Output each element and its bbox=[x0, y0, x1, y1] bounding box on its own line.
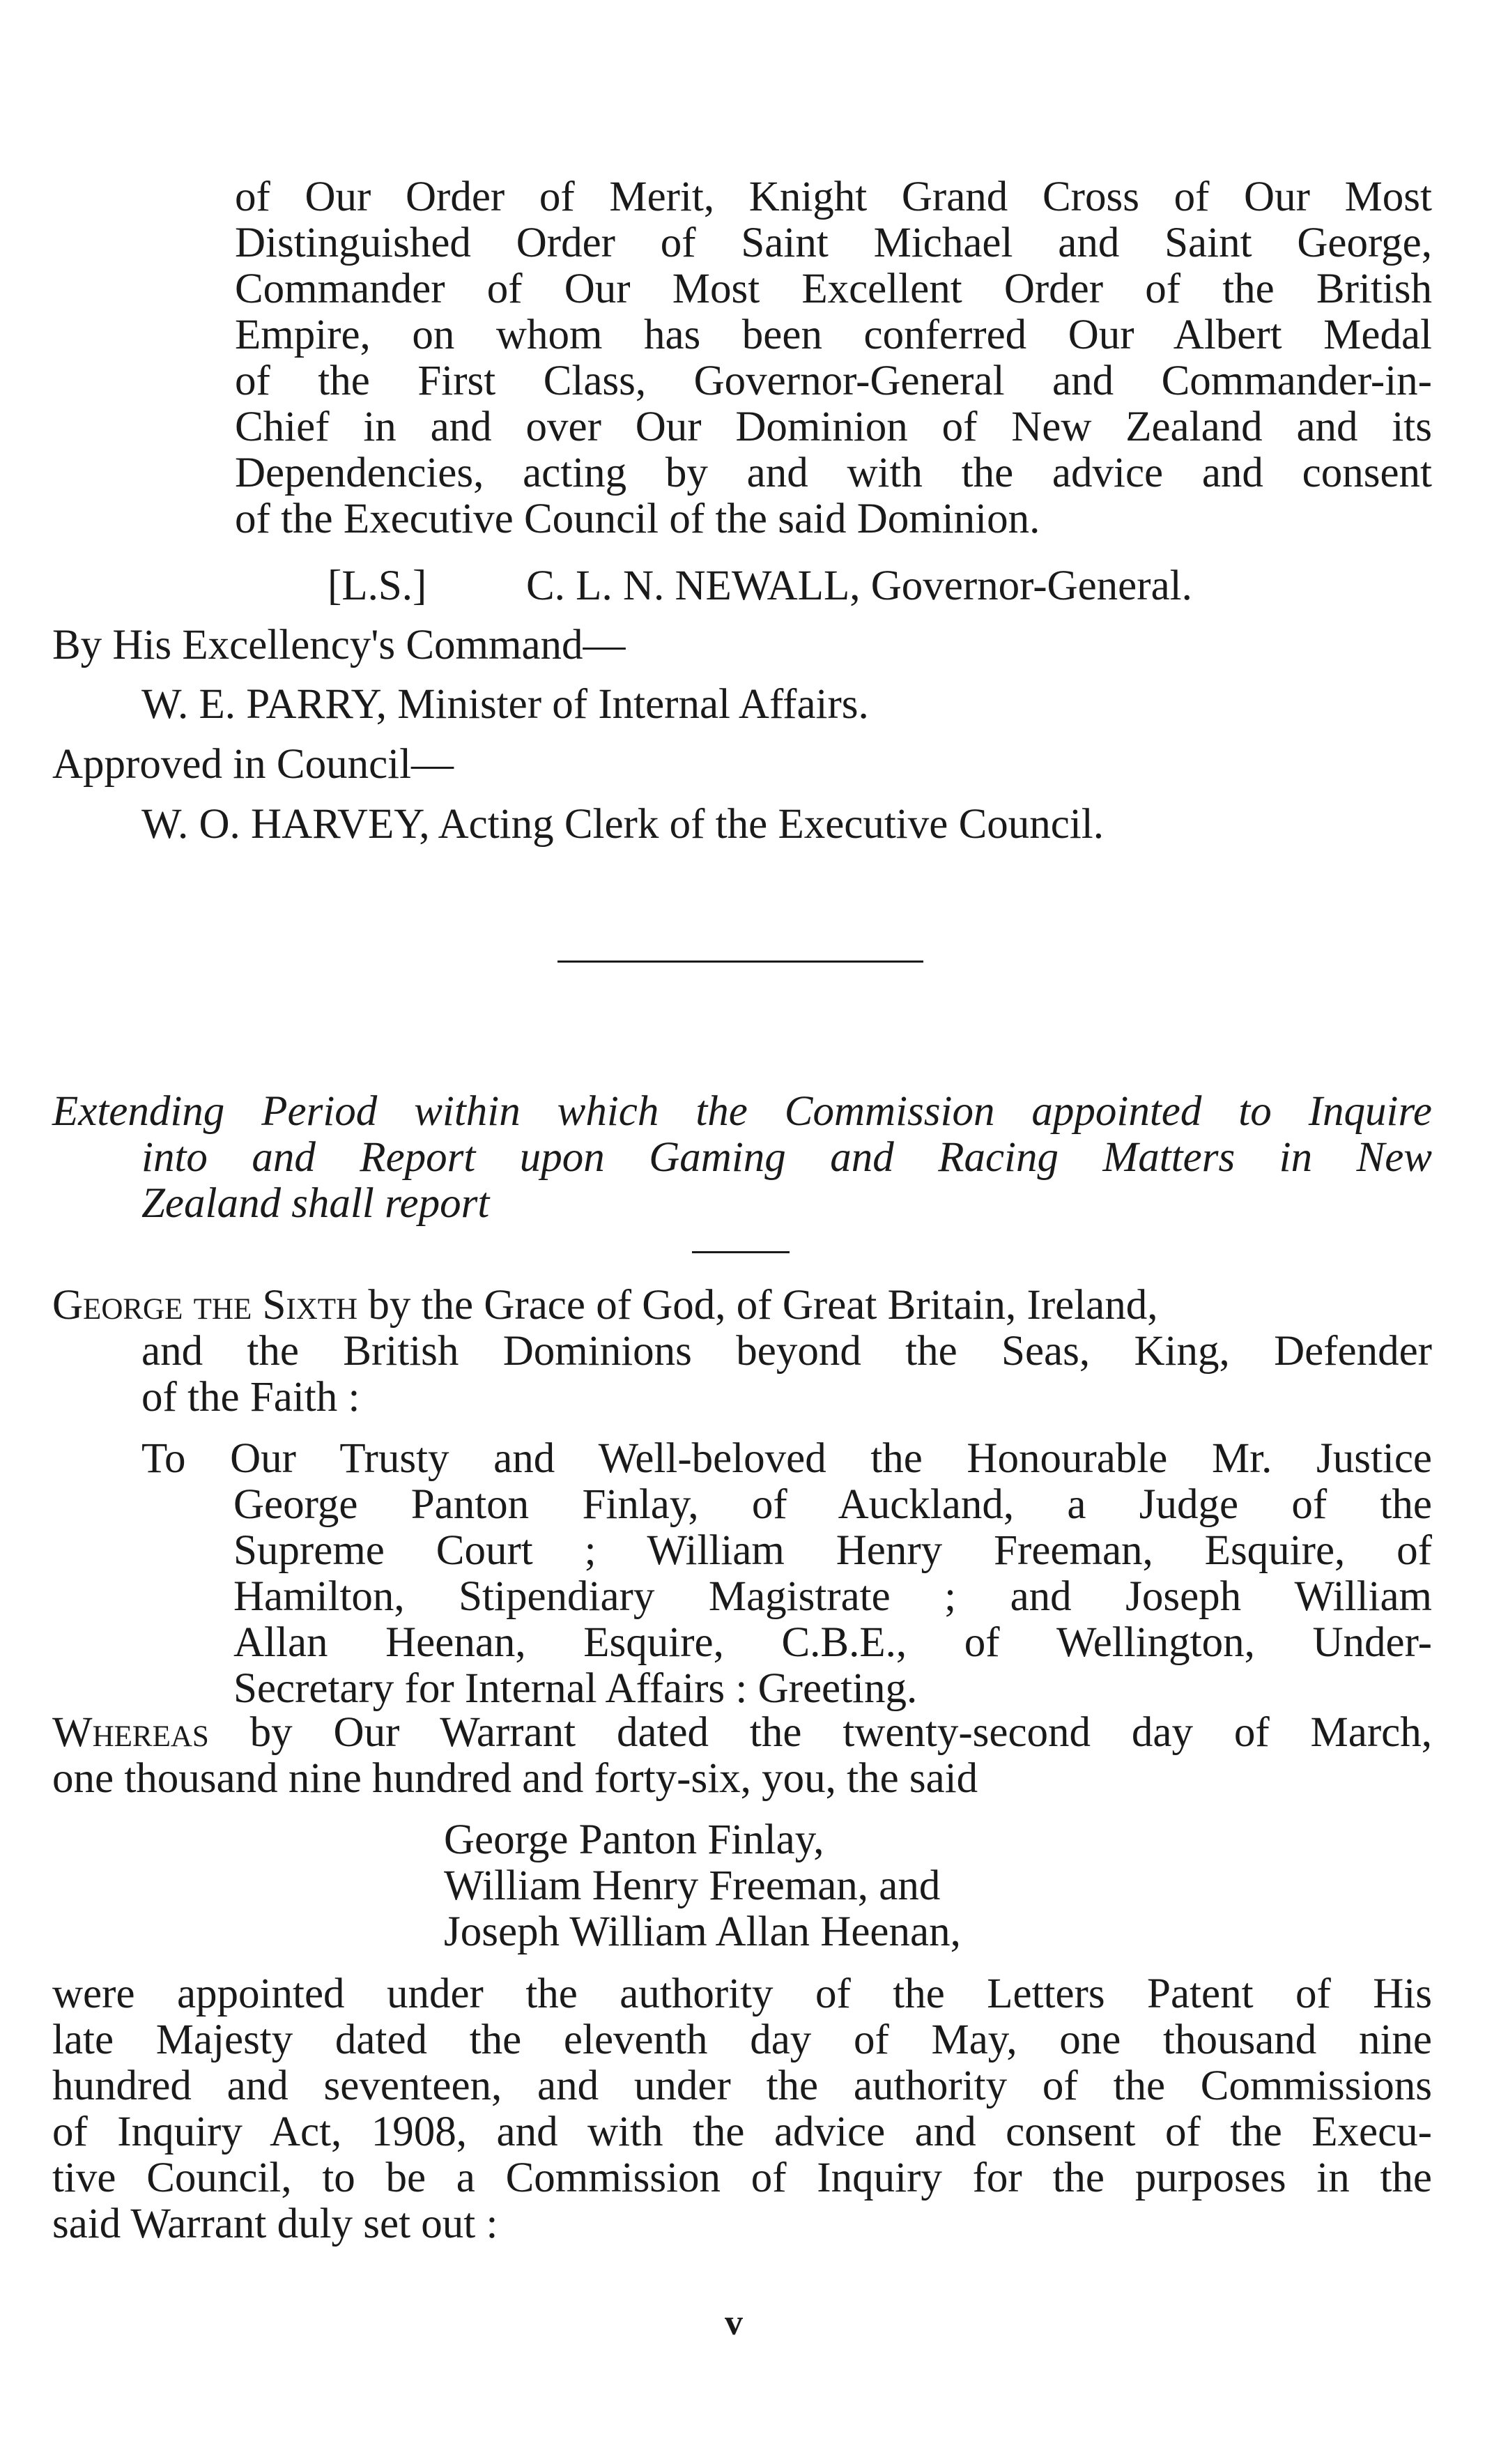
body-line: Chief in and over Our Dominion of New Zealand and its bbox=[235, 404, 1432, 450]
minister-signature: W. E. PARRY, Minister of Internal Affairs. bbox=[141, 681, 869, 728]
body-line: of the First Class, Governor-General and Commander-in- bbox=[235, 358, 1432, 404]
closing-line: were appointed under the authority of the Letters Patent of His bbox=[52, 1971, 1432, 2017]
closing-line: of Inquiry Act, 1908, and with the advice and consent of the Execu- bbox=[52, 2109, 1432, 2155]
clerk-signature: W. O. HARVEY, Acting Clerk of the Executive Council. bbox=[141, 801, 1104, 848]
commissioner-name: William Henry Freeman, and bbox=[444, 1862, 941, 1909]
approved-line: Approved in Council— bbox=[52, 741, 454, 788]
section-heading-line: into and Report upon Gaming and Racing Matters in New bbox=[141, 1134, 1432, 1181]
address-line: Hamilton, Stipendiary Magistrate ; and Joseph William bbox=[233, 1573, 1432, 1620]
whereas-text: by Our Warrant dated the twenty-second day of March, bbox=[208, 1709, 1432, 1756]
whereas-line: one thousand nine hundred and forty-six, you, the said bbox=[52, 1755, 978, 1802]
preamble-line bbox=[52, 1283, 1157, 1329]
address-line: Supreme Court ; William Henry Freeman, Esquire, of bbox=[233, 1527, 1432, 1574]
page-number: v bbox=[725, 2303, 743, 2343]
preamble-text: by the Grace of God, of Great Britain, Ireland, bbox=[357, 1282, 1158, 1329]
body-line: of the Executive Council of the said Dominion. bbox=[235, 496, 1040, 542]
preamble-line: and the British Dominions beyond the Seas, King, Defender bbox=[141, 1328, 1432, 1375]
preamble-line: of the Faith : bbox=[141, 1374, 360, 1421]
heading-divider bbox=[692, 1251, 790, 1253]
body-line: Empire, on whom has been conferred Our Albert Medal bbox=[235, 312, 1432, 358]
address-line: To Our Trusty and Well-beloved the Honourable Mr. Justice bbox=[141, 1435, 1432, 1482]
commissioner-name: Joseph William Allan Heenan, bbox=[444, 1908, 961, 1955]
address-line: Allan Heenan, Esquire, C.B.E., of Wellington, Under- bbox=[233, 1619, 1432, 1666]
section-heading-line: Extending Period within which the Commission appointed to Inquire bbox=[52, 1088, 1432, 1135]
whereas-word: Whereas bbox=[52, 1709, 209, 1756]
closing-line: tive Council, to be a Commission of Inquiry for the purposes in the bbox=[52, 2155, 1432, 2201]
commissioner-name: George Panton Finlay, bbox=[444, 1816, 824, 1863]
address-line: George Panton Finlay, of Auckland, a Judge of the bbox=[233, 1481, 1432, 1528]
closing-line: hundred and seventeen, and under the authority of the Commissions bbox=[52, 2063, 1432, 2109]
body-line: Commander of Our Most Excellent Order of the British bbox=[235, 266, 1432, 312]
section-heading-line: Zealand shall report bbox=[141, 1180, 490, 1227]
closing-line: said Warrant duly set out : bbox=[52, 2201, 498, 2247]
king-name: George the Sixth bbox=[52, 1282, 358, 1329]
body-line: Distinguished Order of Saint Michael and Saint George, bbox=[235, 220, 1432, 266]
whereas-line bbox=[52, 1710, 1432, 1756]
closing-line: late Majesty dated the eleventh day of May, one thousand nine bbox=[52, 2017, 1432, 2063]
address-line: Secretary for Internal Affairs : Greeting. bbox=[233, 1665, 918, 1712]
seal-mark: [L.S.] bbox=[328, 563, 427, 609]
section-divider bbox=[557, 961, 923, 963]
governor-signature: C. L. N. NEWALL, Governor-General. bbox=[526, 563, 1192, 609]
body-line: of Our Order of Merit, Knight Grand Cross of Our Most bbox=[235, 174, 1432, 220]
command-line: By His Excellency's Command— bbox=[52, 622, 626, 668]
body-line: Dependencies, acting by and with the advice and consent bbox=[235, 450, 1432, 496]
